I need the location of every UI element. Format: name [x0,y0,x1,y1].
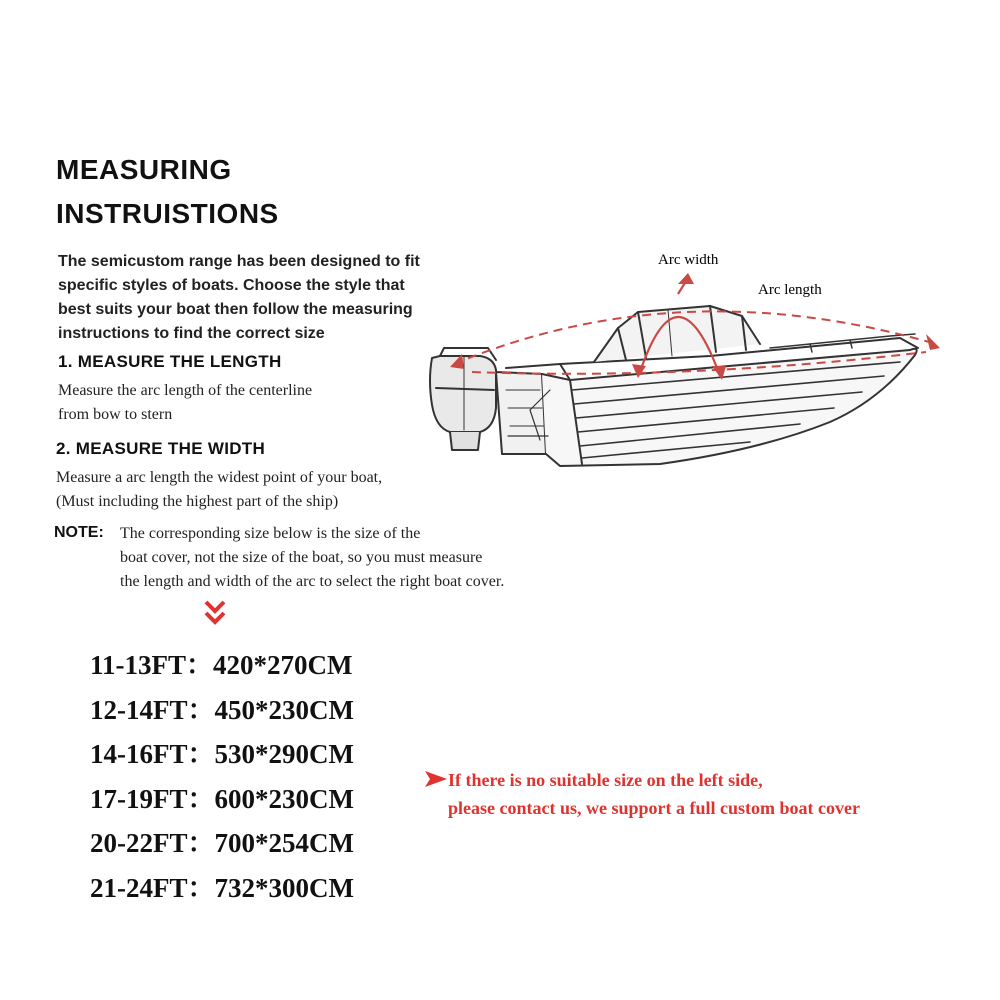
step1-line: Measure the arc length of the centerline [58,382,313,399]
arc-length-label: Arc length [758,282,822,298]
step2-title: 2. MEASURE THE WIDTH [56,439,266,458]
size-row: 11-13FT：420*270CM [90,650,353,680]
intro-text [58,250,420,346]
note-line: the length and width of the arc to select the right boat cover. [120,573,505,590]
boat-illustration [430,306,918,466]
intro-line: The semicustom range has been designed to fit [58,253,420,270]
size-row: 14-16FT：530*290CM [90,739,354,769]
step1-line: from bow to stern [58,406,173,423]
step2-text [56,466,382,514]
step1-title: 1. MEASURE THE LENGTH [58,352,282,371]
note-line: The corresponding size below is the size of the [120,525,421,542]
page-title-line1: MEASURING [56,154,232,185]
arc-width-arrow-tip [678,273,694,284]
arc-length-arrow-right [926,334,940,350]
arc-width-label: Arc width [658,252,719,268]
size-row: 21-24FT：732*300CM [90,873,354,903]
contact-line: If there is no suitable size on the left side, [448,770,763,790]
size-row: 17-19FT：600*230CM [90,784,354,814]
step2-line: (Must including the highest part of the ship) [56,493,339,510]
intro-line: specific styles of boats. Choose the style that [58,277,405,294]
intro-line: best suits your boat then follow the measuring [58,301,413,318]
intro-line: instructions to find the correct size [58,325,325,342]
note-label: NOTE: [54,524,104,541]
double-chevron-down-icon [203,600,227,630]
note-text [120,522,504,594]
note-line: boat cover, not the size of the boat, so you must measure [120,549,483,566]
contact-line: please contact us, we support a full custom boat cover [448,798,860,818]
page-title-line2: INSTRUISTIONS [56,198,279,229]
boat-measurement-diagram [410,240,960,480]
step1-text [58,379,312,427]
size-row: 12-14FT：450*230CM [90,695,354,725]
contact-note [448,766,860,822]
size-row: 20-22FT：700*254CM [90,828,354,858]
step2-line: Measure a arc length the widest point of your boat, [56,469,383,486]
arrow-right-icon [425,770,447,788]
